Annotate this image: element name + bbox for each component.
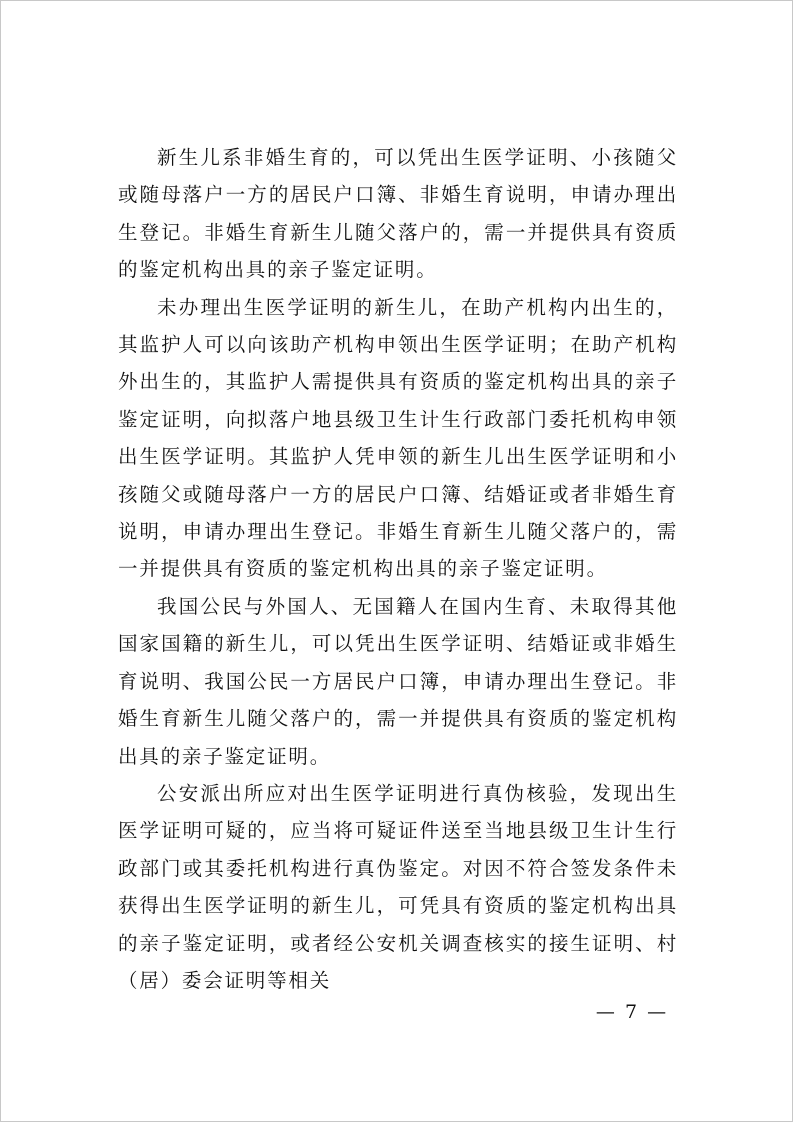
page-number: — 7 —: [595, 1001, 669, 1023]
paragraph-2: 未办理出生医学证明的新生儿，在助产机构内出生的，其监护人可以向该助产机构申领出生医学证明；在助产机构外出生的，其监护人需提供具有资质的鉴定机构出具的亲子鉴定证明，向拟落户地县级卫生计生行政部门委托机构申领出生医学证明。其监护人凭申领的新生儿出生医学证明和小孩随父或随母落户一方的居民户口簿、结婚证或者非婚生育说明，申请办理出生登记。非婚生育新生儿随父落户的，需一并提供具有资质的鉴定机构出具的亲子鉴定证明。: [118, 295, 678, 581]
document-body: [118, 139, 678, 999]
paragraph-1: 新生儿系非婚生育的，可以凭出生医学证明、小孩随父或随母落户一方的居民户口簿、非婚生育说明，申请办理出生登记。非婚生育新生儿随父落户的，需一并提供具有资质的鉴定机构出具的亲子鉴定证明。: [118, 146, 678, 282]
paragraph-3: 我国公民与外国人、无国籍人在国内生育、未取得其他国家国籍的新生儿，可以凭出生医学证明、结婚证或非婚生育说明、我国公民一方居民户口簿，申请办理出生登记。非婚生育新生儿随父落户的，需一并提供具有资质的鉴定机构出具的亲子鉴定证明。: [118, 594, 678, 768]
paragraph-4: 公安派出所应对出生医学证明进行真伪核验，发现出生医学证明可疑的，应当将可疑证件送至当地县级卫生计生行政部门或其委托机构进行真伪鉴定。对因不符合签发条件未获得出生医学证明的新生儿，可凭具有资质的鉴定机构出具的亲子鉴定证明，或者经公安机关调查核实的接生证明、村（居）委会证明等相关: [118, 781, 678, 992]
